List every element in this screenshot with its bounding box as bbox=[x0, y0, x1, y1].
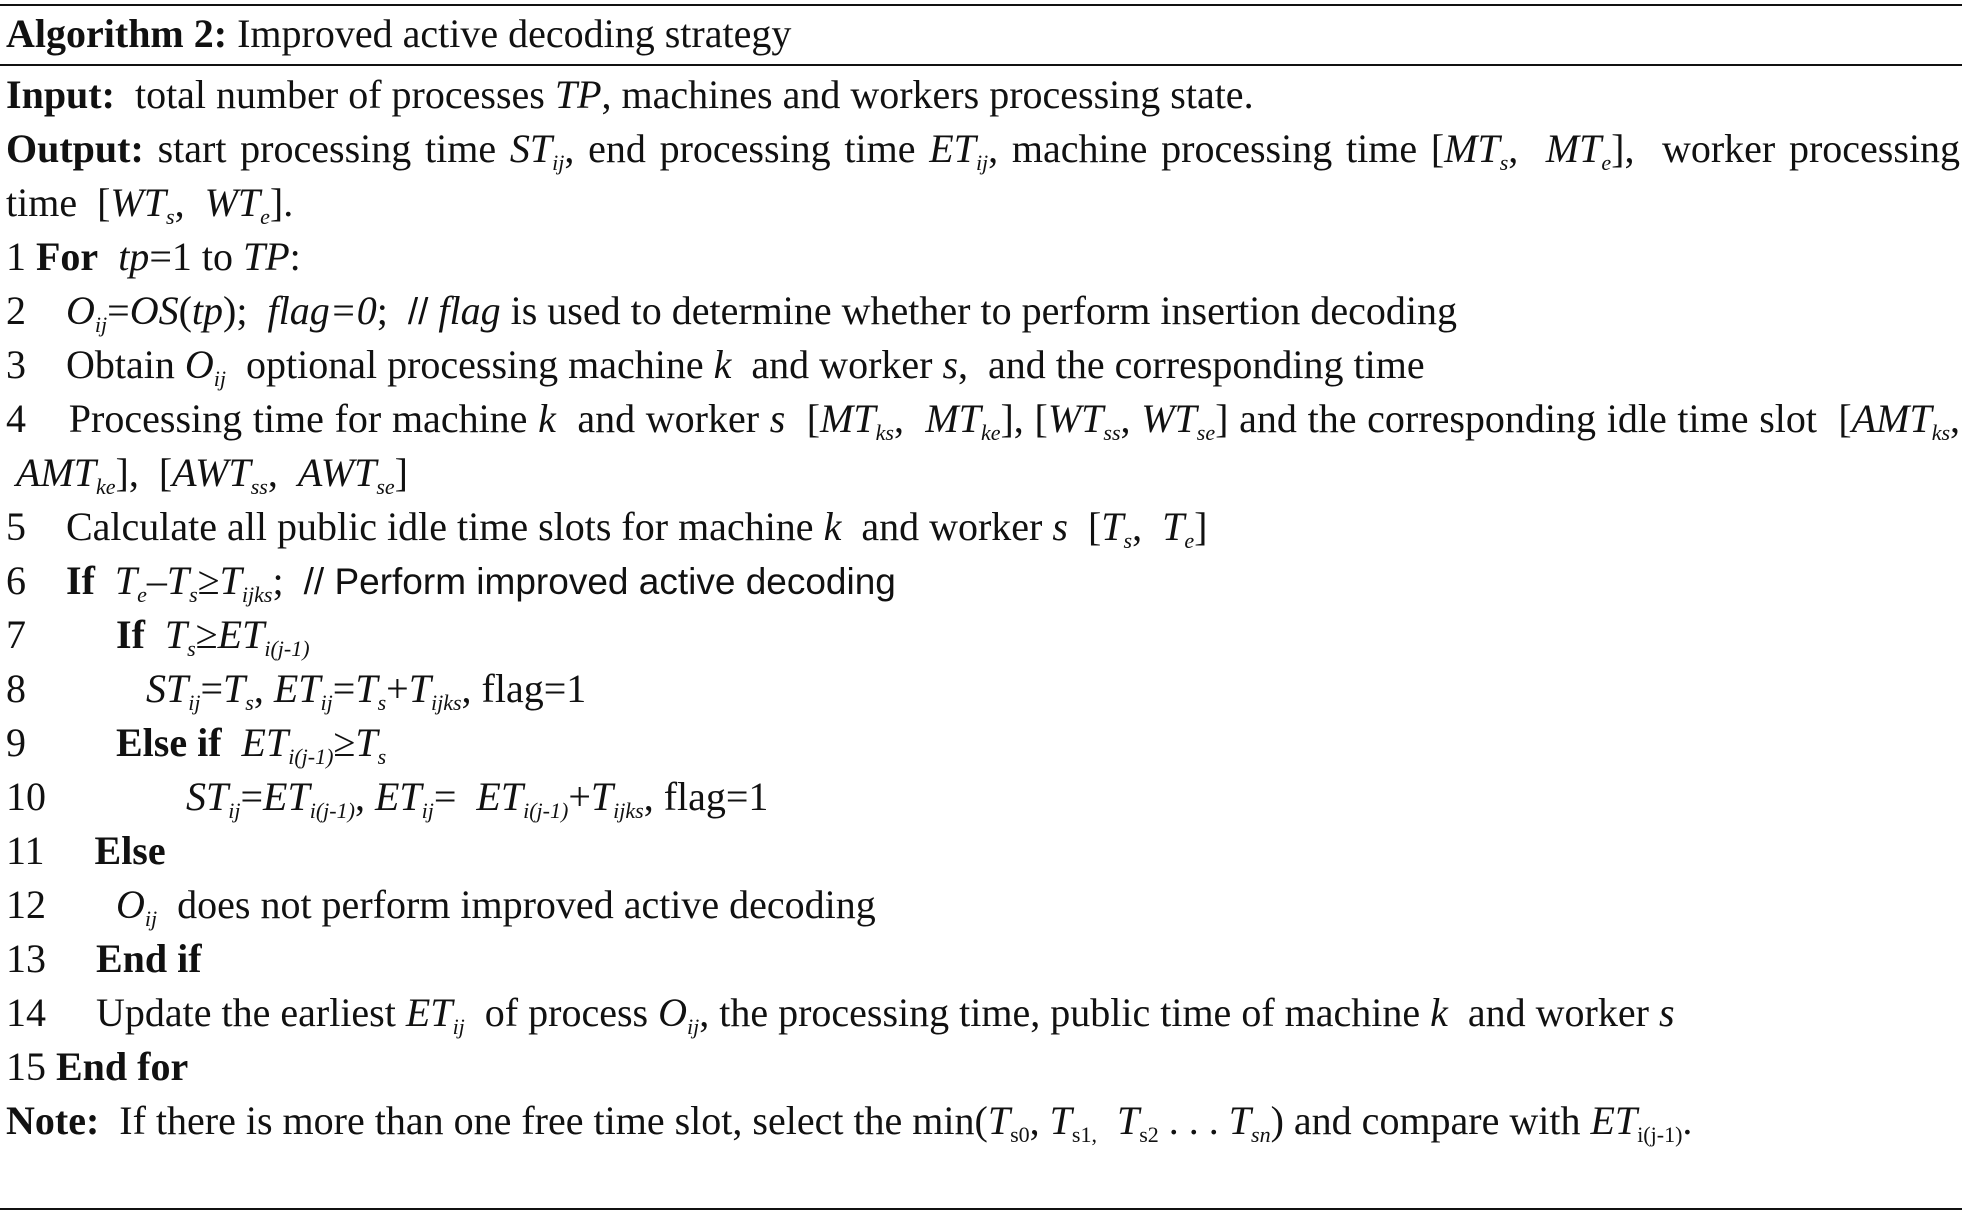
line-4-text-c: and the corresponding bbox=[1239, 396, 1597, 441]
input-text-b: , machines and workers processing state. bbox=[601, 72, 1254, 117]
caption-rule bbox=[0, 64, 1962, 66]
keyword-if: If bbox=[66, 558, 95, 603]
line-number: 3 bbox=[6, 342, 26, 387]
caption-label: Algorithm 2: bbox=[6, 11, 228, 56]
line-number: 6 bbox=[6, 558, 26, 603]
keyword-else: Else bbox=[94, 828, 166, 873]
line-5: 5 Calculate all public idle time slots for machine k and worker s [$T_s$, $T_e$] bbox=[6, 504, 1208, 553]
line-number: 5 bbox=[6, 504, 26, 549]
bottom-rule bbox=[0, 1208, 1962, 1210]
line-1: 1 For tp=1 to TP: bbox=[6, 234, 301, 279]
keyword-if: If bbox=[116, 612, 145, 657]
line-7: 7 If $T_s\ge ET_{i(j-1)}$ bbox=[6, 612, 310, 661]
line-15 bbox=[6, 1040, 1960, 1094]
line-2: 2 $O_{ij}=OS(tp)$; flag=0; // flag is used to determine whether to perform insertion decoding bbox=[6, 288, 1458, 337]
line-11 bbox=[6, 824, 1960, 878]
line-number: 1 bbox=[6, 234, 26, 279]
line-number: 14 bbox=[6, 990, 46, 1035]
caption-title: Improved active decoding strategy bbox=[237, 11, 792, 56]
note-line: Note: If there is more than one free time slot, select the $\min(T_{s0}$, $T_{s1,}$ $T_{s2}$ . . . $T_{sn}$) and compare with $ET_{i(j-1)}$. bbox=[6, 1098, 1693, 1147]
line-4-text-d: idle time slot bbox=[1606, 396, 1817, 441]
line-10-flag: flag=1 bbox=[663, 774, 769, 819]
line-number: 11 bbox=[6, 828, 45, 873]
line-3-text-b: optional processing machine bbox=[246, 342, 704, 387]
algorithm-body bbox=[6, 68, 1960, 1148]
line-5-text-a: Calculate all public idle time slots for machine bbox=[66, 504, 814, 549]
input-label: Input: bbox=[6, 72, 115, 117]
keyword-end-for: End for bbox=[56, 1044, 189, 1089]
output-label: Output: bbox=[6, 126, 144, 171]
line-number: 2 bbox=[6, 288, 26, 333]
line-number: 10 bbox=[6, 774, 46, 819]
line-3-text-d: and the corresponding time bbox=[988, 342, 1425, 387]
line-9: 9 Else if $ET_{i(j-1)}\ge T_s$ bbox=[6, 720, 387, 769]
output-worker: worker processing time bbox=[6, 126, 1961, 225]
line-8: 8 $ST_{ij}=T_s$, $ET_{ij}=T_s+T_{ijks}$, flag=1 bbox=[6, 666, 587, 715]
line-number: 12 bbox=[6, 882, 46, 927]
line-3-text-a: Obtain bbox=[66, 342, 175, 387]
line-3-text-c: and worker bbox=[751, 342, 933, 387]
line-14-text-c: , the processing time, public time of machine bbox=[699, 990, 1421, 1035]
keyword-else-if: Else if bbox=[116, 720, 222, 765]
output-end: end processing time bbox=[588, 126, 916, 171]
line-6: 6 If $T_e-T_s\ge T_{ijks}$; // Perform improved active decoding bbox=[6, 558, 896, 607]
line-12-text: does not perform improved active decoding bbox=[177, 882, 876, 927]
line-4-text-a: Processing time for machine bbox=[68, 396, 528, 441]
line-14-text-d: and worker bbox=[1467, 990, 1649, 1035]
line-14-text-a: Update the earliest bbox=[96, 990, 396, 1035]
line-13 bbox=[6, 932, 1960, 986]
line-number: 7 bbox=[6, 612, 26, 657]
line-number: 4 bbox=[6, 396, 26, 441]
line-8-flag: flag=1 bbox=[481, 666, 587, 711]
line-14-text-b: of process bbox=[484, 990, 649, 1035]
input-tp: TP bbox=[554, 72, 602, 117]
line-number: 9 bbox=[6, 720, 26, 765]
line-6-comment: // Perform improved active decoding bbox=[303, 561, 896, 602]
line-number: 15 bbox=[6, 1044, 46, 1089]
line-14: 14 Update the earliest $ET_{ij}$ of process $O_{ij}$, the processing time, public time of machine k and worker s bbox=[6, 990, 1675, 1039]
output-line: Output: start processing time $ST_{ij}$, end processing time $ET_{ij}$, machine processing time [$MT_s$, $MT_e$], worker processing time [$WT_s$, $WT_e$]. bbox=[6, 126, 1961, 229]
note-text-b: ) and compare with bbox=[1270, 1098, 1581, 1143]
line-4: 4 Processing time for machine k and worker s [$MT_{ks}$, $MT_{ke}$], [$WT_{ss}$, $WT_{se}$] and the corresponding idle time slot [$AMT_{ks}$, $AMT_{ke}$], [$AWT_{ss}$, $AWT_{se}$] bbox=[6, 396, 1961, 499]
note-text: If there is more than one free time slot, select the min( bbox=[119, 1098, 988, 1143]
line-12: 12 $O_{ij}$ does not perform improved active decoding bbox=[6, 882, 876, 931]
input-line bbox=[6, 68, 1960, 122]
line-number: 8 bbox=[6, 666, 26, 711]
line-number: 13 bbox=[6, 936, 46, 981]
line-3: 3 Obtain $O_{ij}$ optional processing machine k and worker s, and the corresponding time bbox=[6, 342, 1425, 391]
keyword-end-if: End if bbox=[96, 936, 202, 981]
output-machine: machine processing time bbox=[1011, 126, 1418, 171]
keyword-for: For bbox=[36, 234, 99, 279]
line-10: 10 $ST_{ij}=ET_{i(j-1)}$, $ET_{ij}= ET_{i(j-1)}+T_{ijks}$, flag=1 bbox=[6, 774, 769, 823]
output-start: start processing time bbox=[157, 126, 497, 171]
note-label: Note: bbox=[6, 1098, 100, 1143]
line-5-text-b: and worker bbox=[861, 504, 1043, 549]
algorithm-caption bbox=[6, 6, 791, 62]
input-text: total number of processes bbox=[134, 72, 545, 117]
line-4-text-b: and worker bbox=[577, 396, 760, 441]
